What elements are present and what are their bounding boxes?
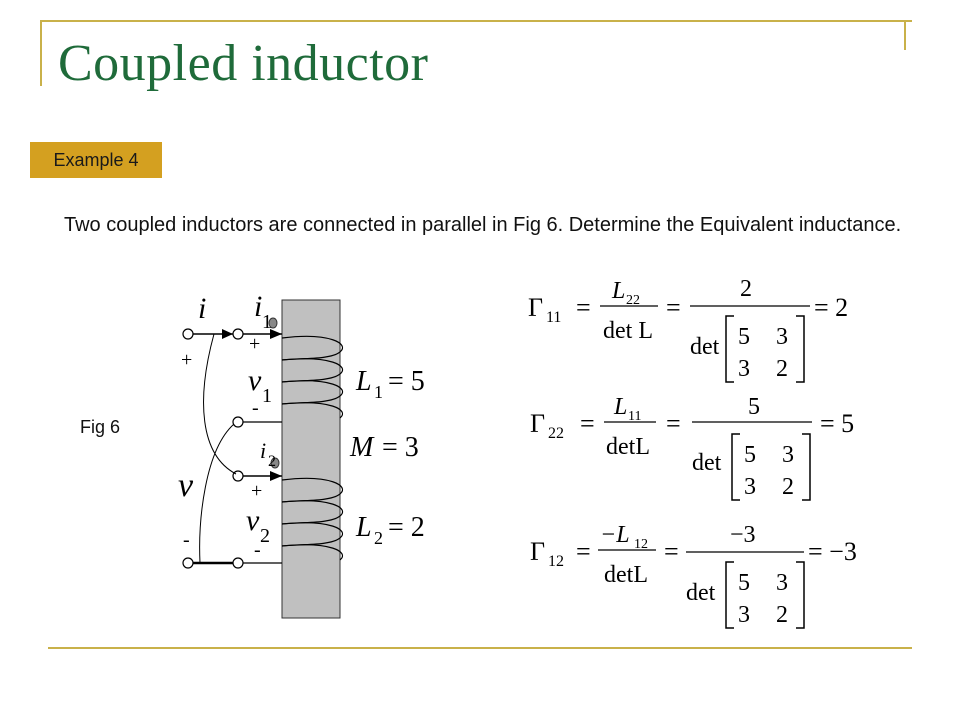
label-L1-sub: 1 [374, 382, 383, 402]
equation-gamma12 [530, 522, 857, 628]
label-v1-sub: 1 [262, 385, 272, 407]
inductor-core [282, 300, 340, 618]
mid-upper-terminal [233, 417, 243, 427]
svg-text:−3: −3 [730, 522, 756, 548]
svg-text:det: det [686, 580, 716, 606]
svg-text:5: 5 [748, 394, 760, 420]
crossing-wire-2 [200, 424, 234, 563]
problem-description: Two coupled inductors are connected in parallel in Fig 6. Determine the Equivalent inductance. [64, 214, 902, 236]
svg-text:= −3: = −3 [808, 537, 857, 566]
label-v2: v [246, 504, 260, 537]
svg-text:22: 22 [548, 425, 564, 442]
svg-text:2: 2 [776, 602, 788, 628]
label-v: v [178, 467, 194, 504]
svg-text:det L: det L [603, 318, 653, 344]
svg-text:5: 5 [738, 324, 750, 350]
arrow-i [222, 329, 233, 339]
svg-text:= 5: = 5 [820, 409, 855, 438]
svg-text:=: = [664, 537, 679, 566]
svg-text:det: det [690, 334, 720, 360]
label-L1: L [356, 366, 372, 397]
slide-title: Coupled inductor [58, 35, 429, 92]
minus-coil1: - [252, 397, 259, 419]
svg-text:3: 3 [776, 324, 788, 350]
mid-top-terminal [233, 329, 243, 339]
label-M-val: = 3 [382, 432, 419, 463]
arrow-i2 [270, 471, 282, 481]
label-L1-val: = 5 [388, 366, 425, 397]
svg-text:22: 22 [626, 293, 640, 308]
svg-text:11: 11 [628, 409, 642, 424]
minus-left: - [183, 529, 190, 551]
left-bottom-terminal [183, 558, 193, 568]
svg-text:Γ: Γ [530, 409, 546, 438]
label-L2: L [356, 512, 372, 543]
label-i1: i [254, 290, 263, 323]
svg-text:2: 2 [740, 276, 752, 302]
svg-text:Γ: Γ [530, 537, 546, 566]
plus-left: + [181, 349, 193, 371]
svg-text:2: 2 [776, 356, 788, 382]
svg-text:=: = [666, 409, 681, 438]
svg-text:= 2: = 2 [814, 293, 849, 322]
svg-text:Γ: Γ [528, 293, 544, 322]
label-i2: i [260, 438, 267, 463]
label-L2-val: = 2 [388, 512, 425, 543]
equation-gamma11 [528, 276, 848, 382]
crossing-wire-1 [204, 334, 236, 474]
svg-text:detL: detL [606, 434, 650, 460]
figure-label: Fig 6 [80, 417, 121, 437]
label-i1-sub: 1 [262, 311, 272, 333]
svg-text:=: = [576, 537, 591, 566]
svg-text:5: 5 [738, 570, 750, 596]
label-i2-sub: 2 [268, 453, 276, 470]
left-top-terminal [183, 329, 193, 339]
svg-text:=: = [576, 293, 591, 322]
svg-text:2: 2 [782, 474, 794, 500]
svg-text:3: 3 [776, 570, 788, 596]
mid-bottom-terminal [233, 558, 243, 568]
svg-text:11: 11 [546, 309, 562, 326]
svg-text:12: 12 [634, 537, 648, 552]
svg-text:−L: −L [600, 522, 630, 548]
label-L2-sub: 2 [374, 528, 383, 548]
svg-text:=: = [580, 409, 595, 438]
label-v2-sub: 2 [260, 525, 270, 547]
svg-text:=: = [666, 293, 681, 322]
svg-text:3: 3 [744, 474, 756, 500]
equation-gamma22 [530, 394, 854, 500]
svg-text:3: 3 [738, 356, 750, 382]
label-v1: v [248, 364, 262, 397]
svg-text:5: 5 [744, 442, 756, 468]
label-M: M [350, 432, 374, 463]
svg-text:3: 3 [738, 602, 750, 628]
label-i: i [198, 292, 207, 325]
plus-coil1: + [249, 333, 261, 355]
plus-coil2: + [251, 480, 263, 502]
example-badge: Example 4 [30, 142, 162, 178]
svg-text:L: L [612, 278, 626, 304]
svg-text:detL: detL [604, 562, 648, 588]
svg-text:det: det [692, 450, 722, 476]
svg-text:3: 3 [782, 442, 794, 468]
mid-lower-terminal [233, 471, 243, 481]
svg-text:12: 12 [548, 553, 564, 570]
minus-coil2: - [254, 539, 261, 561]
svg-text:L: L [614, 394, 628, 420]
